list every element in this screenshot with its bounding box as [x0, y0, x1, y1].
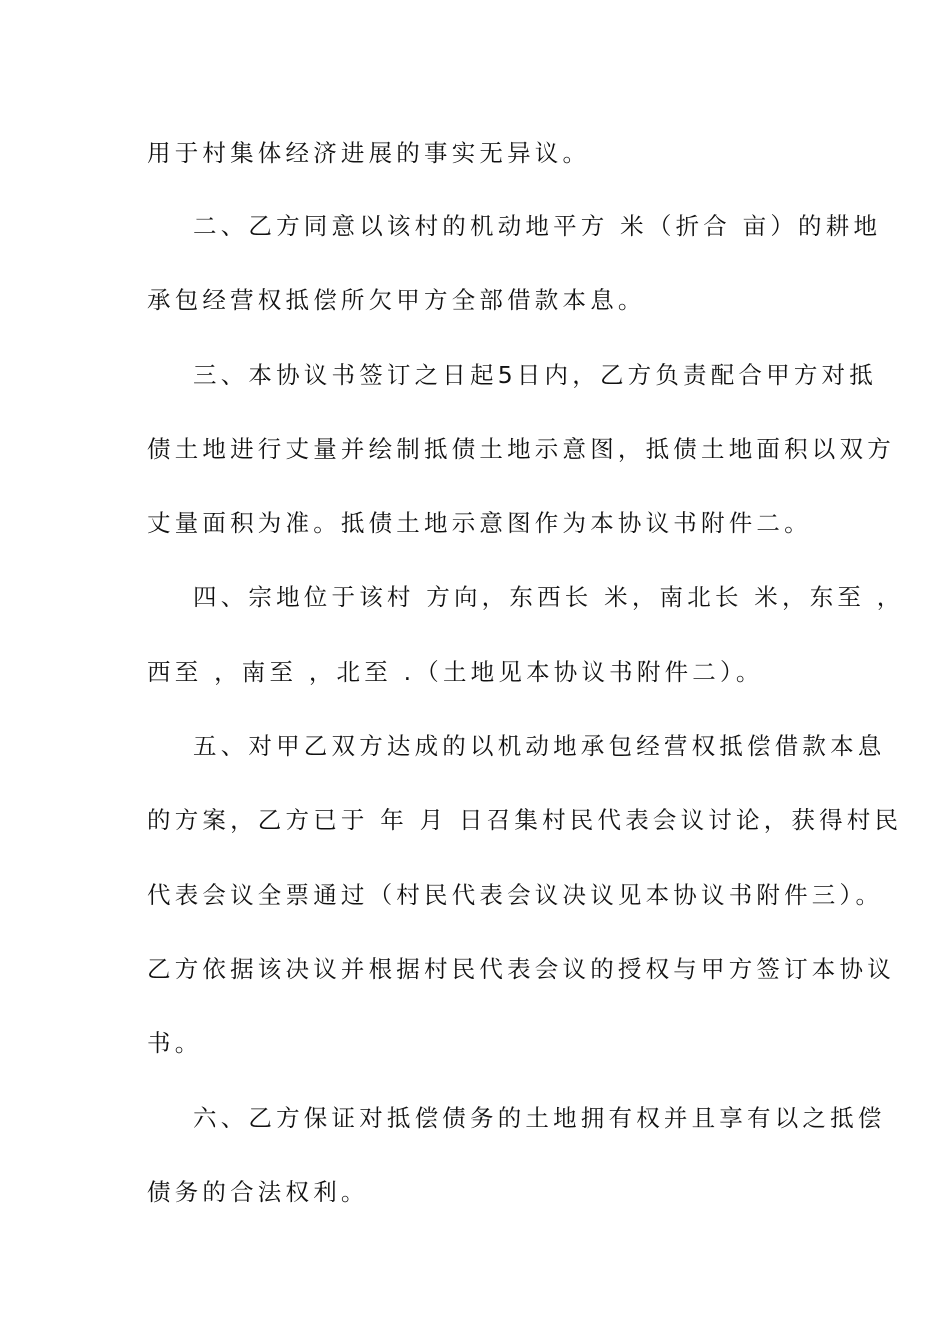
- paragraph-4-start: 四、宗地位于该村 方向，东西长 米，南北长 米，东至 ，: [193, 583, 905, 611]
- text-line: 代表会议全票通过（村民代表会议决议见本协议书附件三）。: [147, 881, 884, 909]
- text-line: 西至 ，南至 ，北至 .（土地见本协议书附件二）。: [147, 658, 764, 686]
- text-line: 的方案，乙方已于 年 月 日召集村民代表会议讨论，获得村民: [147, 806, 903, 834]
- paragraph-6-start: 六、乙方保证对抵偿债务的土地拥有权并且享有以之抵偿: [193, 1104, 886, 1132]
- text-line: 乙方依据该决议并根据村民代表会议的授权与甲方签订本协议: [147, 955, 895, 983]
- text-line: 用于村集体经济进展的事实无异议。: [147, 139, 591, 167]
- text-line: 书。: [147, 1029, 203, 1057]
- paragraph-3-start: 三、本协议书签订之日起5日内，乙方负责配合甲方对抵: [193, 361, 877, 389]
- text-line: 债土地进行丈量并绘制抵债土地示意图，抵债土地面积以双方: [147, 435, 895, 463]
- paragraph-2-start: 二、乙方同意以该村的机动地平方 米（折合 亩）的耕地: [193, 212, 882, 240]
- paragraph-5-start: 五、对甲乙双方达成的以机动地承包经营权抵偿借款本息: [193, 732, 886, 760]
- text-line: 承包经营权抵偿所欠甲方全部借款本息。: [147, 286, 646, 314]
- text-line: 债务的合法权利。: [147, 1178, 369, 1206]
- text-line: 丈量面积为准。抵债土地示意图作为本协议书附件二。: [147, 509, 812, 537]
